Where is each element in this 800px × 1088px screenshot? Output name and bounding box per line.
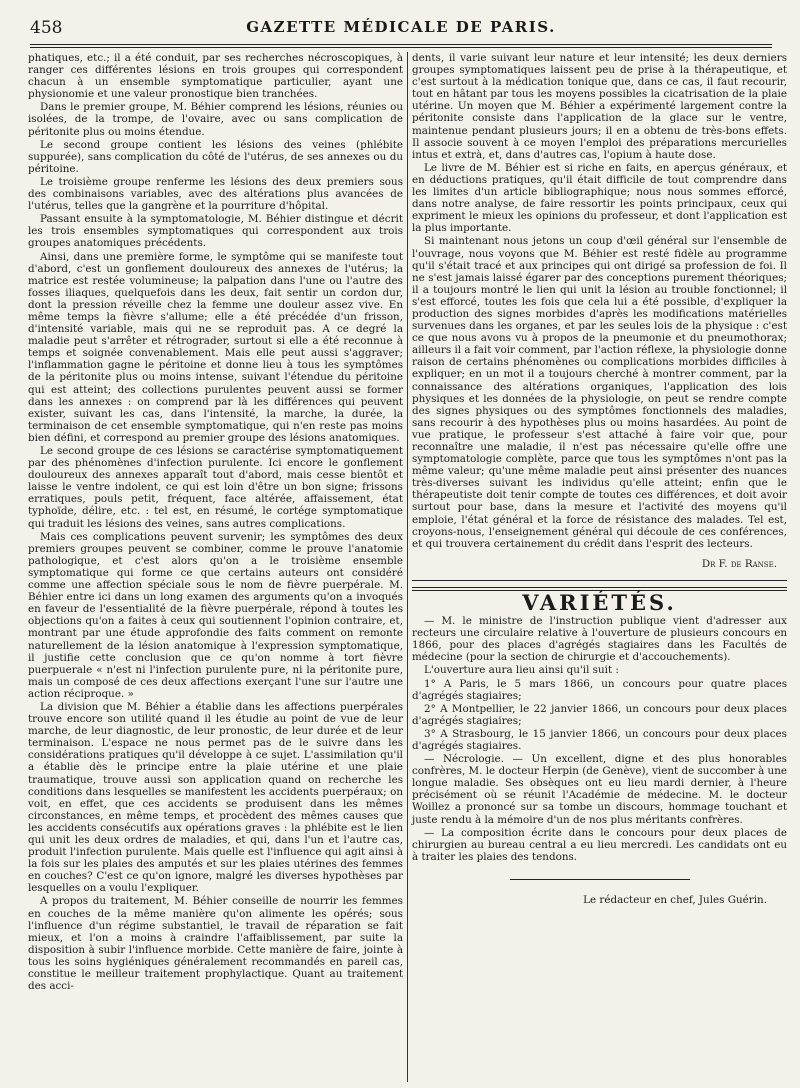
section-title-varietes: VARIÉTÉS. — [522, 589, 677, 615]
paragraph: 2° A Montpellier, le 22 janvier 1866, un concours pour deux places d'agrégés stagiaires; — [412, 702, 787, 727]
column-divider — [407, 52, 408, 1082]
paragraph: Passant ensuite à la symptomatologie, M. Béhier distingue et décrit les trois ensembles symptomatiques qui correspondent aux trois groupes anatomiques précédents. — [28, 213, 403, 250]
journal-title: GAZETTE MÉDICALE DE PARIS. — [246, 18, 556, 36]
paragraph: — Nécrologie. — Un excellent, digne et des plus honorables confrères, M. le docteur Herpin (de Genève), vient de succomber à une longue maladie. Ses obsèques ont eu lieu mardi dernier, à l'heure précisément où se réunit l'Académie de médecine. M. le docteur Woillez a prononcé sur sa tombe un discours, hommage touchant et juste rendu à la mémoire d'un de nos plus méritants confrères. — [412, 753, 787, 826]
paragraph: La division que M. Béhier a établie dans les affections puerpérales trouve encore son utilité quand il les étudie au point de vue de leur marche, de leur diagnostic, de leur pronostic, de leur durée et de leur terminaison. L'espace ne nous permet pas de le suivre dans les considérations pratiques qu'il développe à ce sujet. L'assimilation qu'il a établie dès le principe entre la plaie utérine et une plaie traumatique, trouve aussi son application quand on recherche les conditions dans lesquelles se manifestent les accidents puerpéraux; on voit, en effet, que ces accidents se produisent dans les mêmes circonstances, en même temps, et procèdent des mêmes causes que les accidents consécutifs aux opérations graves : la phlébite est le lien qui unit les deux ordres de maladies, et qui, dans l'un et l'autre cas, produit l'infection purulente. Mais quelle est l'influence qui agit ainsi à la fois sur les plaies des amputés et sur les plaies utérines des femmes en couches? C'est ce qu'on ignore, malgré les diverses hypothèses par lesquelles on a voulu l'expliquer. — [28, 700, 403, 895]
paragraph: 3° A Strasbourg, le 15 janvier 1866, un concours pour deux places d'agrégés stagiaires. — [412, 727, 787, 752]
page-number: 458 — [30, 18, 63, 38]
closing-rule — [510, 879, 690, 880]
left-column — [28, 52, 403, 993]
paragraph: 1° A Paris, le 5 mars 1866, un concours pour quatre places d'agrégés stagiaires; — [412, 677, 787, 702]
paragraph: phatiques, etc.; il a été conduit, par ses recherches nécroscopiques, à ranger ces différentes lésions en trois groupes qui correspondent chacun à un ensemble symptomatique particulier, ayant une physionomie et une valeur pronostique bien tranchées. — [28, 52, 403, 101]
paragraph: dents, il varie suivant leur nature et leur intensité; les deux derniers groupes symptomatiques laissent peu de prise à la thérapeutique, et c'est surtout à la médication tonique que, dans ce cas, il faut recourir, tout en hâtant par tous les moyens possibles la cicatrisation de la plaie utérine. Un moyen que M. Béhier a expérimenté largement contre la péritonite consiste dans l'application de la glace sur le ventre, maintenue pendant plusieurs jours; il en a obtenu de très-bons effets. Il associe souvent à ce moyen l'emploi des préparations mercurielles intus et extrà, et, dans d'autres cas, l'opium à haute dose. — [412, 52, 787, 161]
paragraph: Le second groupe de ces lésions se caractérise symptomatiquement par des phénomènes d'infection purulente. Ici encore le gonflement douloureux des annexes apparaît tout d'abord, mais cesse bientôt et laisse le ventre indolent, ce qui est loin d'être un bon signe; frissons erratiques, pouls petit, fréquent, face altérée, affaissement, état typhoïde, délire, etc. : tel est, en résumé, le cortége symptomatique qui traduit les lésions des veines, sans autres complications. — [28, 445, 403, 530]
paragraph: A propos du traitement, M. Béhier conseille de nourrir les femmes en couches de la même manière qu'on alimente les opérés; sous l'influence d'un régime substantiel, le travail de réparation se fait mieux, et l'on a moins à craindre l'affaiblissement, par suite la disposition à subir l'influence morbide. Cette manière de faire, jointe à tous les soins hygiéniques généralement recommandés en pareil cas, constitue le meilleur traitement prophylactique. Quant au traitement des acci- — [28, 895, 403, 993]
paragraph: Ainsi, dans une première forme, le symptôme qui se manifeste tout d'abord, c'est un gonflement douloureux des annexes de l'utérus; la matrice est restée volumineuse; la palpation dans l'une ou l'autre des fosses iliaques, quelquefois dans les deux, fait sentir un cordon dur, dont la pression réveille chez la femme une douleur assez vive. En même temps la fièvre s'allume; elle a été précédée d'un frisson, d'intensité variable, mais qui ne se reproduit pas. A ce degré la maladie peut s'arrêter et rétrograder, surtout si elle a été reconnue à temps et soignée convenablement. Mais elle peut aussi s'aggraver; l'inflammation gagne le péritoine et donne lieu à tous les symptômes de la péritonite plus ou moins intense, suivant l'étendue du péritoine qui est atteint; des collections purulentes peuvent aussi se former dans les annexes : on comprend par là les différences qui peuvent exister, suivant les cas, dans l'intensité, la marche, la durée, la terminaison de cet ensemble symptomatique, qui n'en reste pas moins bien défini, et correspond au premier groupe des lésions anatomiques. — [28, 250, 403, 444]
paragraph: L'ouverture aura lieu ainsi qu'il suit : — [424, 664, 619, 677]
paragraph: — M. le ministre de l'instruction publique vient d'adresser aux recteurs une circulaire relative à l'ouverture de plusieurs concours en 1866, pour des places d'agrégés stagiaires dans les Facultés de médecine (pour la section de chirurgie et d'accouchements). — [412, 615, 787, 664]
paragraph: Le second groupe contient les lésions des veines (phlébite suppurée), sans complication du côté de l'utérus, de ses annexes ou du péritoine. — [28, 138, 403, 175]
paragraph: Le livre de M. Béhier est si riche en faits, en aperçus généraux, et en déductions pratiques, qu'il était difficile de tout comprendre dans les limites d'un article bibliographique; nous nous sommes efforcé, dans notre analyse, de faire ressortir les points principaux, ceux qui expriment le mieux les opinions du professeur, et dont l'application est la plus importante. — [412, 161, 787, 235]
paragraph: Mais ces complications peuvent survenir; les symptômes des deux premiers groupes peuvent se combiner, comme le prouve l'anatomie pathologique, et c'est alors qu'on a le troisième ensemble symptomatique qui forme ce que certains auteurs ont considéré comme une affection spéciale sous le nom de fièvre puerpérale. M. Béhier entre ici dans un long examen des arguments qu'on a invoqués en faveur de l'essentialité de la fièvre puerpérale, répond à toutes les objections qu'on a faites à ceux qui soutiennent l'opinion contraire, et, montrant par une étude approfondie des faits comment on remonte naturellement de la lésion anatomique à l'expression symptomatique, il justifie cette conclusion que ce qu'on nomme à tort fièvre puerpuerale « n'est ni l'infection purulente pure, ni la péritonite pure, mais un composé de ces deux affections exerçant l'une sur l'autre une action réciproque. » — [28, 530, 403, 700]
paragraph: Si maintenant nous jetons un coup d'œil général sur l'ensemble de l'ouvrage, nous voyons que M. Béhier est resté fidèle au programme qu'il s'était tracé et aux principes qui ont dirigé sa profession de foi. Il ne s'est jamais laissé égarer par des conceptions purement théoriques; il a toujours montré le lien qui unit la lésion au trouble fonctionnel; il s'est efforcé, toutes les fois que cela lui a été possible, d'expliquer la production des signes morbides d'après les modifications matérielles survenues dans les organes, et par les seules lois de la physique : c'est ce que nous avons vu à propos de la pneumonie et du pneumothorax; ailleurs il a fait voir comment, par l'action réflexe, la physiologie donne raison de certains phénomènes ou complications morbides difficiles à expliquer; en un mot il a toujours cherché à montrer comment, par la connaissance des altérations organiques, l'application des lois physiques et les données de la physiologie, on peut se rendre compte des signes physiques ou des symptômes fonctionnels des maladies, sans recourir à des hypothèses plus ou moins hasardées. Au point de vue pratique, le professeur s'est attaché à faire voir que, pour reconnaître une maladie, il n'est pas nécessaire qu'elle offre une symptomatologie complète, parce que tous les symptômes n'ont pas la même valeur; qu'une même maladie peut ainsi présenter des nuances très-diverses suivant les individus qu'elle atteint; enfin que le thérapeutiste doit tenir compte de toutes ces différences, et doit avoir surtout pour base, dans la mesure et l'activité des moyens qu'il emploie, l'état général et la force de résistance des malades. Tel est, croyons-nous, l'enseignement général qui découle de ces conférences, et qui trouvera certainement du crédit dans l'esprit des lecteurs. — [412, 235, 787, 550]
section-rule — [412, 580, 787, 581]
paragraph: Dans le premier groupe, M. Béhier comprend les lésions, réunies ou isolées, de la trompe, de l'ovaire, avec ou sans complication de péritonite plus ou moins étendue. — [28, 101, 403, 138]
page-header — [30, 14, 772, 42]
header-rule — [30, 44, 772, 48]
right-column — [412, 52, 787, 906]
author-signature: Dr F. de Ranse. — [701, 557, 777, 570]
paragraph: Le troisième groupe renferme les lésions des deux premiers sous des combinaisons variables, avec des altérations plus avancées de l'utérus, telles que la gangrène et la pourriture d'hôpital. — [28, 175, 403, 213]
editor-line: Le rédacteur en chef, Jules Guérin. — [583, 893, 767, 906]
paragraph: — La composition écrite dans le concours pour deux places de chirurgien au bureau central a eu lieu mercredi. Les candidats ont eu à traiter les plaies des tendons. — [412, 826, 787, 863]
